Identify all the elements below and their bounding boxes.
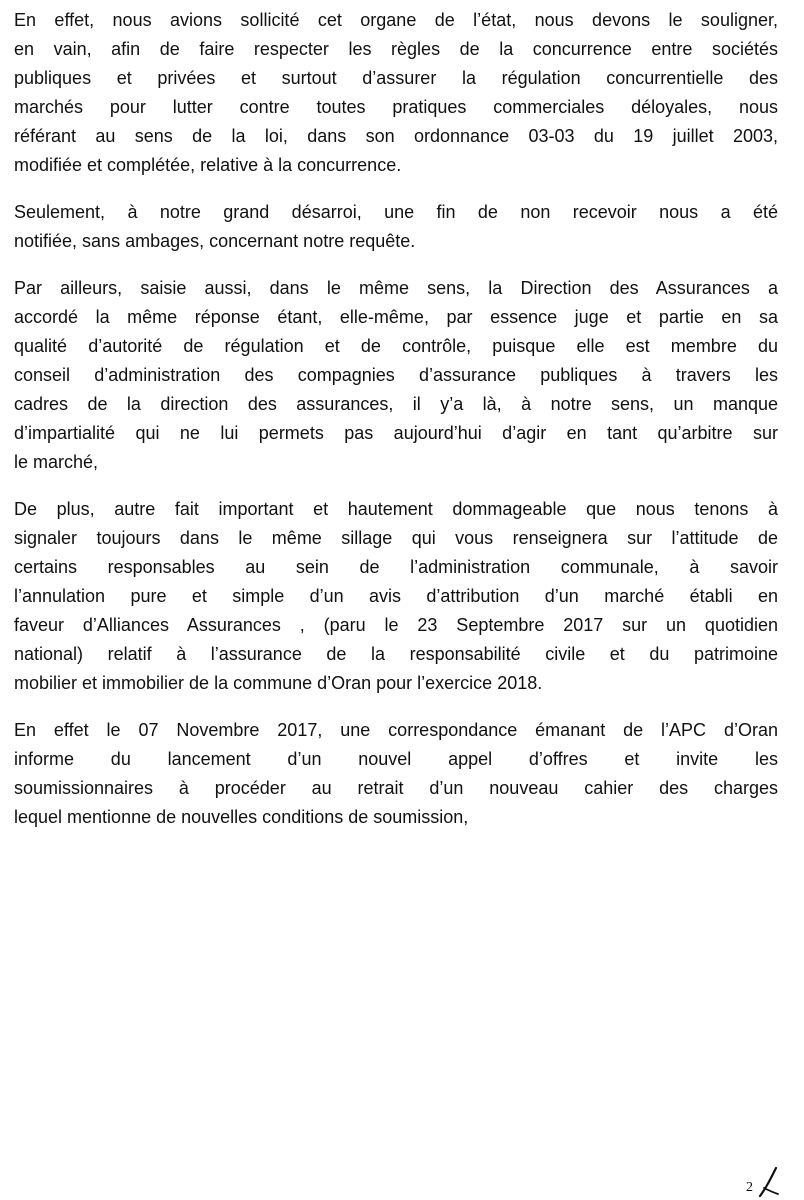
- text-line: accordé la même réponse étant, elle-même, par essence juge et partie en sa: [14, 307, 778, 327]
- page-number: 2: [746, 1180, 753, 1195]
- text-line: De plus, autre fait important et hautement dommageable que nous tenons à: [14, 499, 778, 519]
- paragraph-5: [14, 716, 778, 832]
- text-line: Seulement, à notre grand désarroi, une fin de non recevoir nous a été: [14, 202, 778, 222]
- paragraph-4: [14, 495, 778, 698]
- text-line: lequel mentionne de nouvelles conditions de soumission,: [14, 807, 469, 827]
- text-line: signaler toujours dans le même sillage qui vous renseignera sur l’attitude de: [14, 528, 778, 548]
- paragraph-3: [14, 274, 778, 477]
- text-line: qualité d’autorité de régulation et de contrôle, puisque elle est membre du: [14, 336, 778, 356]
- handwritten-initial-icon: [746, 1166, 786, 1198]
- text-line: En effet, nous avions sollicité cet organe de l’état, nous devons le souligner,: [14, 10, 778, 30]
- text-line: référant au sens de la loi, dans son ordonnance 03-03 du 19 juillet 2003,: [14, 126, 778, 146]
- text-line: En effet le 07 Novembre 2017, une correspondance émanant de l’APC d’Oran: [14, 720, 778, 740]
- text-line: publiques et privées et surtout d’assurer la régulation concurrentielle des: [14, 68, 778, 88]
- text-line: d’impartialité qui ne lui permets pas aujourd’hui d’agir en tant qu’arbitre sur: [14, 423, 778, 443]
- paragraph-2: [14, 198, 778, 256]
- text-line: le marché,: [14, 452, 99, 472]
- paragraph-1: [14, 6, 778, 180]
- text-line: modifiée et complétée, relative à la concurrence.: [14, 155, 402, 175]
- document-body: [14, 6, 778, 850]
- text-line: informe du lancement d’un nouvel appel d’offres et invite les: [14, 749, 778, 769]
- text-line: notifiée, sans ambages, concernant notre requête.: [14, 231, 416, 251]
- text-line: marchés pour lutter contre toutes pratiques commerciales déloyales, nous: [14, 97, 778, 117]
- text-line: Par ailleurs, saisie aussi, dans le même sens, la Direction des Assurances a: [14, 278, 778, 298]
- text-line: mobilier et immobilier de la commune d’Oran pour l’exercice 2018.: [14, 673, 543, 693]
- text-line: soumissionnaires à procéder au retrait d’un nouveau cahier des charges: [14, 778, 778, 798]
- text-line: cadres de la direction des assurances, il y’a là, à notre sens, un manque: [14, 394, 778, 414]
- text-line: national) relatif à l’assurance de la responsabilité civile et du patrimoine: [14, 644, 778, 664]
- text-line: certains responsables au sein de l’administration communale, à savoir: [14, 557, 778, 577]
- text-line: l’annulation pure et simple d’un avis d’attribution d’un marché établi en: [14, 586, 778, 606]
- page-number-mark: [746, 1166, 786, 1198]
- text-line: en vain, afin de faire respecter les règles de la concurrence entre sociétés: [14, 39, 778, 59]
- text-line: faveur d’Alliances Assurances , (paru le 23 Septembre 2017 sur un quotidien: [14, 615, 778, 635]
- text-line: conseil d’administration des compagnies d’assurance publiques à travers les: [14, 365, 778, 385]
